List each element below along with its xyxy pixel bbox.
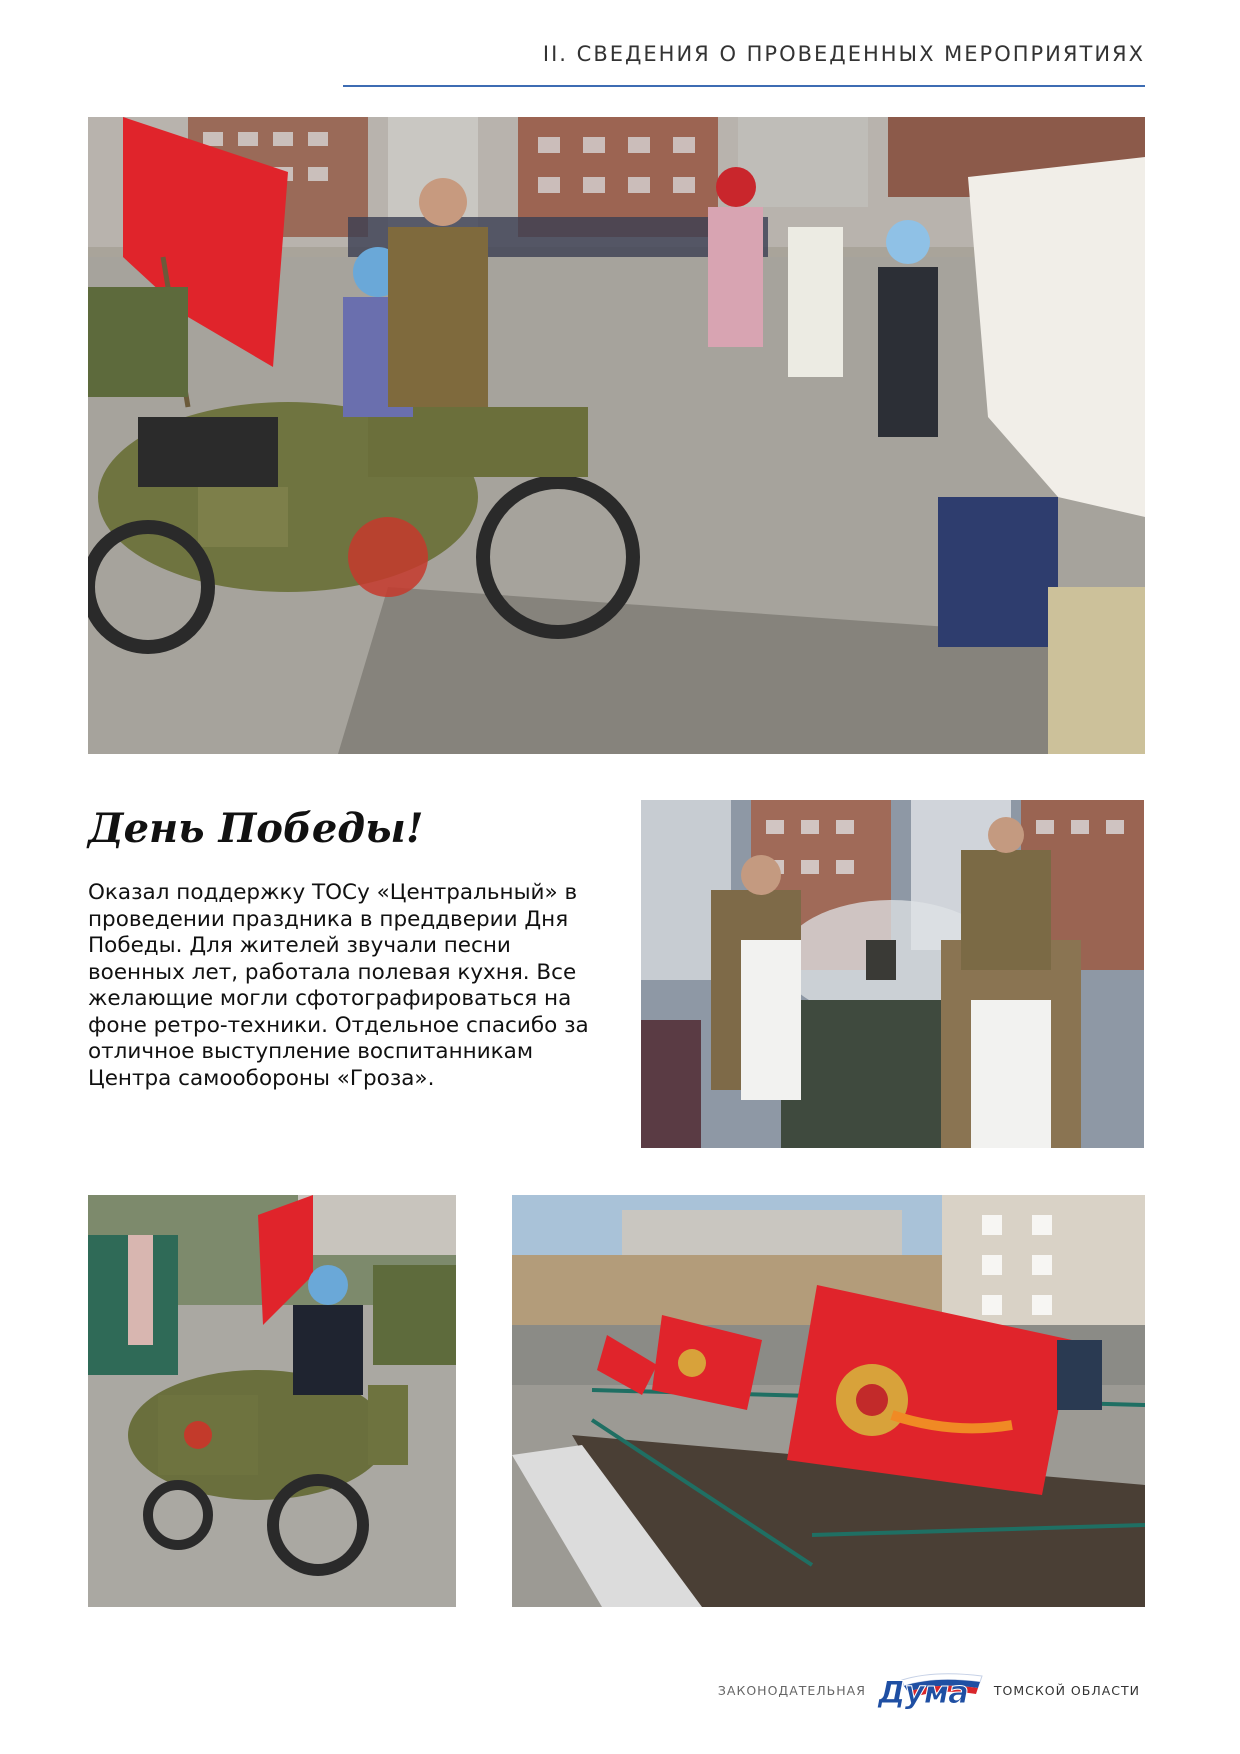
article-body: Оказал поддержку ТОСу «Центральный» в проведении праздника в преддверии Дня Победы. Для жителей звучали песни военных лет, работала полевая кухня. Все желающие могли сфотографироваться на фоне ретро-техники. Отдельное спасибо за отличное выступление воспитанникам Центра самообороны «Гроза». [88,880,589,1091]
header-divider [343,85,1145,87]
footer-prefix: ЗАКОНОДАТЕЛЬНАЯ [717,1682,866,1698]
article-title: День Победы! [88,805,424,852]
photo-field-kitchen [641,800,1144,1148]
footer-logo [718,1670,1140,1710]
footer-suffix: ТОМСКОЙ ОБЛАСТИ [993,1682,1140,1698]
photo-may9-flags [512,1195,1145,1607]
duma-logo [874,1670,986,1710]
section-title: II. СВЕДЕНИЯ О ПРОВЕДЕННЫХ МЕРОПРИЯТИЯХ [542,42,1145,66]
photo-motorcycle-event [88,117,1145,754]
logo-word: Дума [877,1675,968,1711]
photo-child-motorcycle [88,1195,456,1607]
